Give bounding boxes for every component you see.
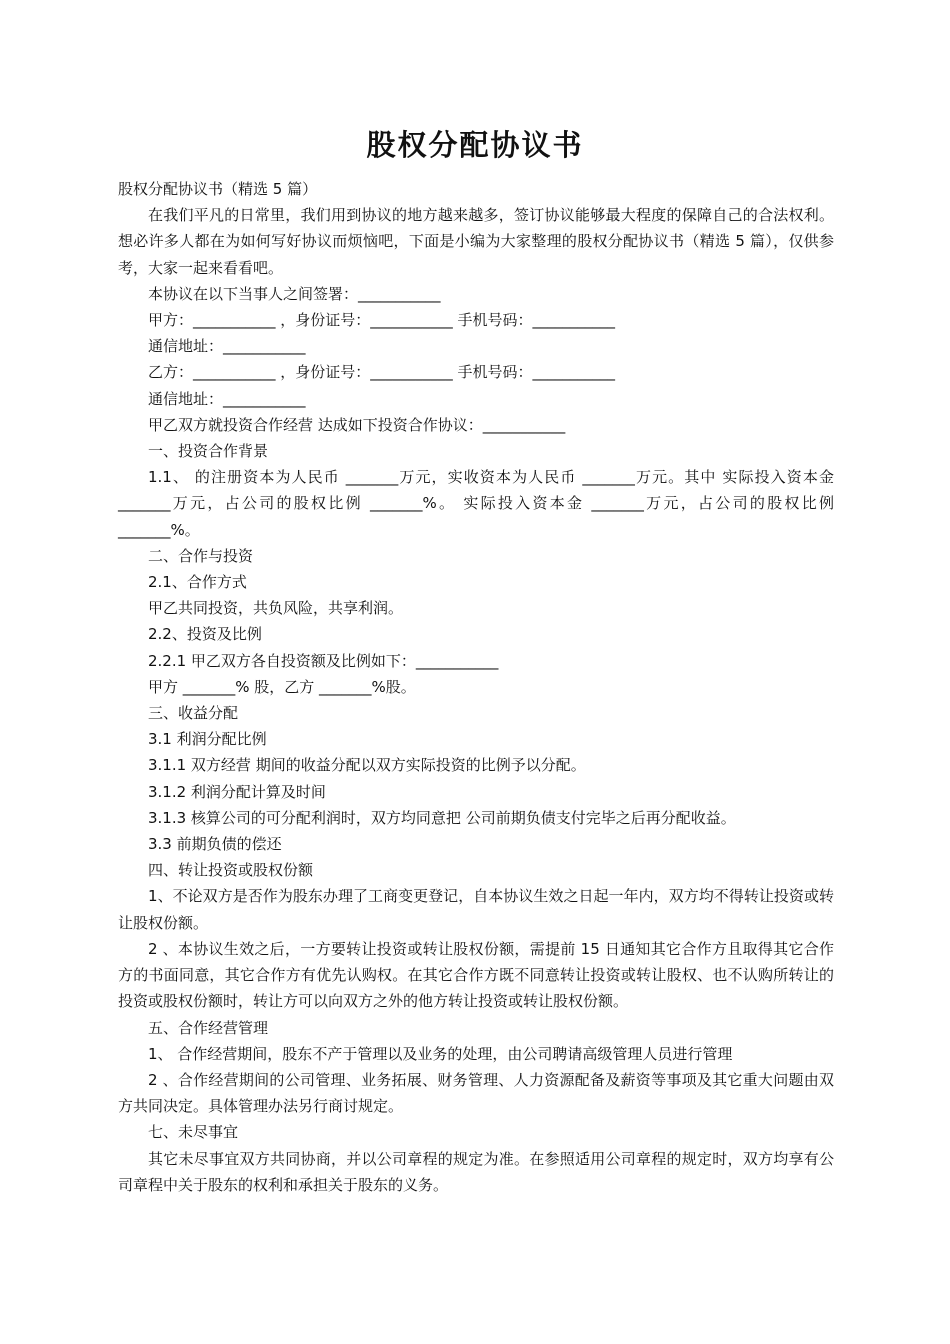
page-title: 股权分配协议书	[366, 128, 584, 163]
paragraph: 3.1.3 核算公司的可分配利润时，双方均同意把 公司前期负债支付完毕之后再分配收益。	[148, 808, 736, 827]
paragraph: 在我们平凡的日常里，我们用到协议的地方越来越多，签订协议能够最大程度的保障自己的合法权利。想必许多人都在为如何写好协议而烦恼吧，下面是小编为大家整理的股权分配协议书（精选 5 篇），仅供参考，大家一起来看看吧。	[118, 206, 834, 277]
paragraph: 股权分配协议书（精选 5 篇）	[118, 180, 318, 198]
paragraph: 四、转让投资或股权份额	[148, 861, 314, 880]
paragraph: 2.2、投资及比例	[148, 625, 262, 644]
paragraph: 3.1 利润分配比例	[148, 730, 267, 749]
paragraph: 2.2.1 甲乙双方各自投资额及比例如下：___________	[148, 651, 499, 670]
paragraph: 本协议在以下当事人之间签署：___________	[148, 284, 441, 303]
paragraph: 2 、合作经营期间的公司管理、业务拓展、财务管理、人力资源配备及薪资等事项及其它重大问题由双方共同决定。具体管理办法另行商讨规定。	[118, 1070, 834, 1116]
paragraph: 3.3 前期负债的偿还	[148, 835, 282, 854]
paragraph: 其它未尽事宜双方共同协商，并以公司章程的规定为准。在参照适用公司章程的规定时，双方均享有公司章程中关于股东的权利和承担关于股东的义务。	[118, 1149, 834, 1194]
paragraph: 1.1、 的注册资本为人民币 _______万元，实收资本为人民币 _______万元。其中 实际投入资本金 _______万元，占公司的股权比例 _______%。 实际投入资本金 _______万元，占公司的股权比例 _______%。	[118, 468, 834, 539]
paragraph: 三、收益分配	[148, 704, 239, 723]
paragraph: 通信地址：___________	[148, 337, 306, 356]
paragraph: 乙方：___________ ，身份证号：___________ 手机号码：___________	[148, 363, 616, 382]
paragraph: 五、合作经营管理	[148, 1018, 269, 1037]
paragraph: 1、不论双方是否作为股东办理了工商变更登记，自本协议生效之日起一年内，双方均不得转让投资或转让股权份额。	[118, 887, 834, 932]
paragraph: 3.1.2 利润分配计算及时间	[148, 782, 326, 801]
paragraph: 甲方 _______% 股，乙方 _______%股。	[148, 677, 416, 696]
paragraph: 2 、本协议生效之后，一方要转让投资或转让股权份额，需提前 15 日通知其它合作方且取得其它合作方的书面同意，其它合作方有优先认购权。在其它合作方既不同意转让投资或转让股权、也不认购所转让的投资或股权份额时，转让方可以向双方之外的他方转让投资或转让股权份额。	[118, 939, 834, 1011]
paragraph: 通信地址：___________	[148, 389, 306, 408]
paragraph: 一、投资合作背景	[148, 442, 269, 461]
paragraph: 二、合作与投资	[148, 546, 254, 565]
document-body	[118, 176, 834, 1198]
paragraph: 甲方：___________ ，身份证号：___________ 手机号码：___________	[148, 311, 616, 330]
paragraph: 3.1.1 双方经营 期间的收益分配以双方实际投资的比例予以分配。	[148, 756, 586, 775]
paragraph: 2.1、合作方式	[148, 573, 247, 592]
paragraph: 甲乙共同投资，共负风险，共享利润。	[148, 599, 404, 618]
paragraph: 七、未尽事宜	[148, 1123, 239, 1142]
paragraph: 甲乙双方就投资合作经营 达成如下投资合作协议：___________	[148, 415, 566, 434]
paragraph: 1、 合作经营期间，股东不产于管理以及业务的处理，由公司聘请高级管理人员进行管理	[148, 1044, 733, 1063]
